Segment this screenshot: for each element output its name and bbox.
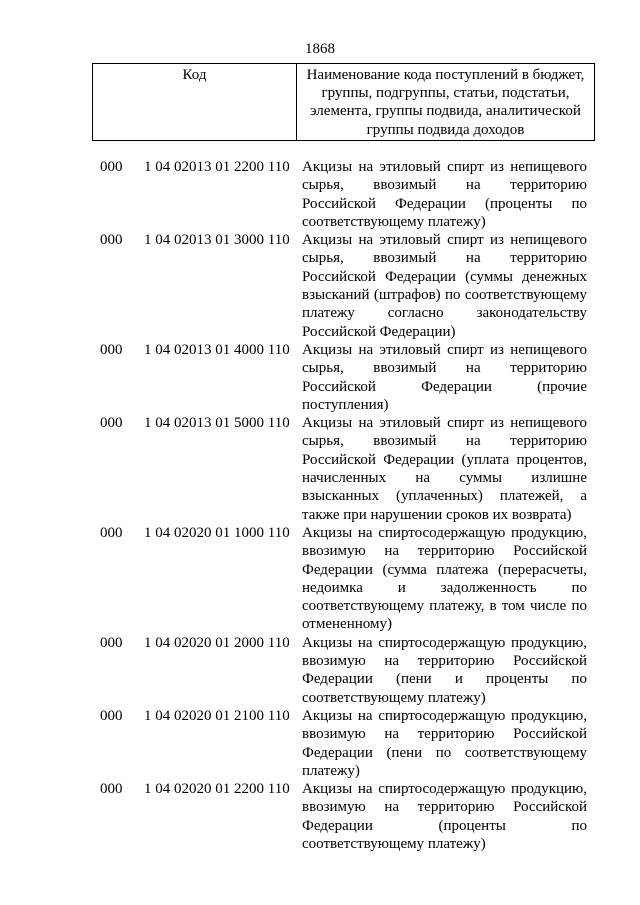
revenue-description: Акцизы на спиртосодержащую продукцию, ввозимую на территорию Российской Федерации (пени и проценты по соответствующему платежу) <box>302 634 587 706</box>
revenue-code: 1 04 02020 01 1000 110 <box>144 524 290 541</box>
page-number: 1868 <box>305 41 335 57</box>
revenue-code: 1 04 02013 01 2200 110 <box>144 159 290 175</box>
table-row <box>100 524 595 634</box>
table-header <box>92 63 595 141</box>
code-column-header: Код <box>93 64 297 140</box>
revenue-code: 1 04 02020 01 2000 110 <box>144 634 290 651</box>
admin-code: 000 <box>100 524 123 541</box>
revenue-description: Акцизы на спиртосодержащую продукцию, ввозимую на территорию Российской Федерации (пени по соответствующему платежу) <box>302 707 587 779</box>
revenue-description: Акцизы на этиловый спирт из непищевого сырья, ввозимый на территорию Российской Федерации (суммы денежных взысканий (штрафов) по соответствующему платежу согласно законодательству Российской Федерации) <box>302 232 587 340</box>
name-column-header: Наименование кода поступлений в бюджет, группы, подгруппы, статьи, подстатьи, элемента, группы подвида, аналитической группы подвида доходов <box>306 67 585 138</box>
revenue-description: Акцизы на этиловый спирт из непищевого сырья, ввозимый на территорию Российской Федерации (проценты по соответствующему платежу) <box>302 159 587 230</box>
admin-code: 000 <box>100 415 123 432</box>
revenue-code: 1 04 02013 01 5000 110 <box>144 415 290 432</box>
revenue-code: 1 04 02020 01 2200 110 <box>144 781 290 798</box>
table-row <box>100 341 595 414</box>
admin-code: 000 <box>100 159 123 175</box>
admin-code: 000 <box>100 707 123 724</box>
revenue-description: Акцизы на спиртосодержащую продукцию, ввозимую на территорию Российской Федерации (сумма платежа (перерасчеты, недоимка и задолженность по соответствующему платежу, в том числе по отмененному) <box>302 524 587 633</box>
revenue-code: 1 04 02013 01 3000 110 <box>144 232 290 249</box>
table-row <box>100 707 595 780</box>
revenue-description: Акцизы на этиловый спирт из непищевого сырья, ввозимый на территорию Российской Федерации (уплата процентов, начисленных на суммы излишне взысканных (уплаченных) платежей, а также при нарушении сроков их возврата) <box>302 415 587 523</box>
revenue-code: 1 04 02013 01 4000 110 <box>144 341 290 358</box>
table-row <box>100 780 595 853</box>
table-row <box>100 231 595 341</box>
admin-code: 000 <box>100 341 123 358</box>
admin-code: 000 <box>100 232 123 249</box>
table-row <box>100 634 595 707</box>
revenue-code: 1 04 02020 01 2100 110 <box>144 707 290 724</box>
table-body <box>100 158 595 853</box>
table-row <box>100 158 595 231</box>
table-row <box>100 414 595 524</box>
admin-code: 000 <box>100 781 123 798</box>
revenue-description: Акцизы на спиртосодержащую продукцию, ввозимую на территорию Российской Федерации (проценты по соответствующему платежу) <box>302 781 587 852</box>
admin-code: 000 <box>100 634 123 651</box>
revenue-description: Акцизы на этиловый спирт из непищевого сырья, ввозимый на территорию Российской Федерации (прочие поступления) <box>302 341 587 413</box>
